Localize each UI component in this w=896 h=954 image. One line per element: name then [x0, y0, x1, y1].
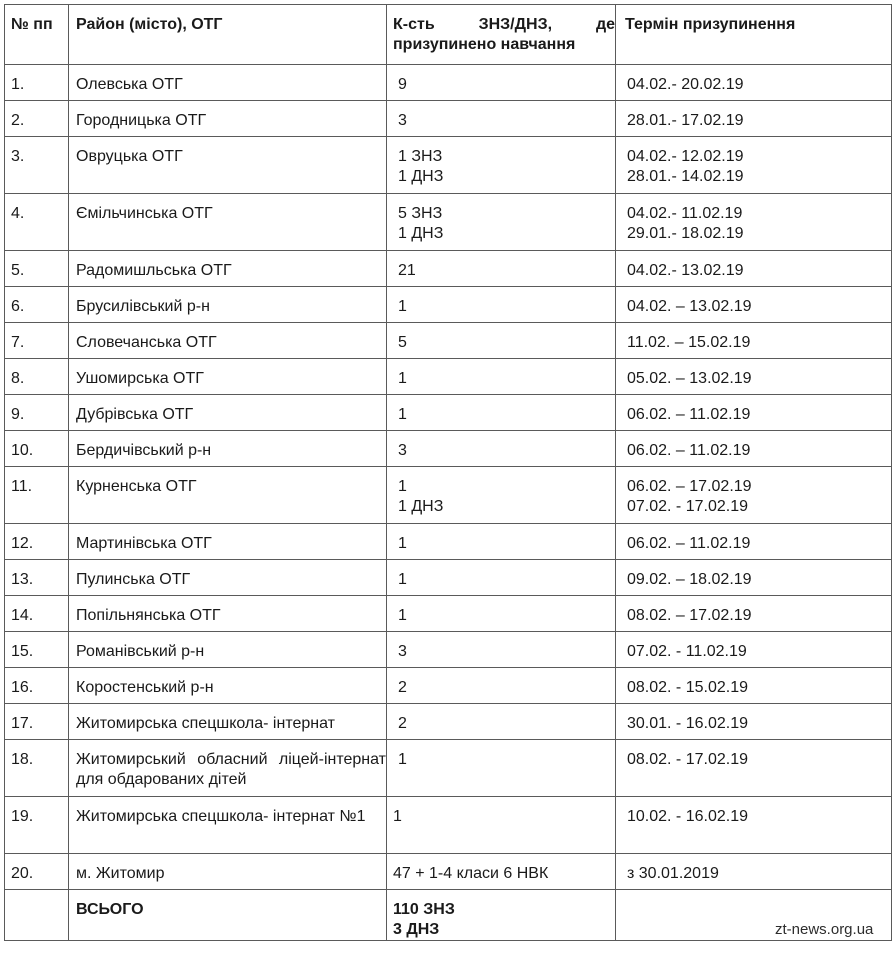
table-row	[5, 797, 892, 854]
table-row	[5, 560, 892, 596]
row-count-line: 5 ЗНЗ	[398, 205, 443, 222]
row-term	[616, 323, 892, 359]
row-term-line: 07.02. - 11.02.19	[627, 643, 747, 660]
row-term-line: 04.02.- 11.02.19	[627, 205, 743, 222]
row-number: 5.	[5, 251, 69, 287]
row-district: Олевська ОТГ	[69, 65, 387, 101]
row-term-line: 06.02. – 11.02.19	[627, 406, 751, 423]
row-term-line: 04.02.- 20.02.19	[627, 76, 744, 93]
row-term-line: 05.02. – 13.02.19	[627, 370, 752, 387]
row-term	[616, 287, 892, 323]
row-count	[387, 287, 616, 323]
row-count	[387, 632, 616, 668]
row-number: 11.	[5, 467, 69, 524]
total-label: ВСЬОГО	[69, 890, 387, 941]
row-term-line: 09.02. – 18.02.19	[627, 571, 752, 588]
row-term	[616, 740, 892, 797]
total-num-cell	[5, 890, 69, 941]
table-row	[5, 194, 892, 251]
row-number: 13.	[5, 560, 69, 596]
row-count	[387, 137, 616, 194]
table-row	[5, 101, 892, 137]
row-number: 7.	[5, 323, 69, 359]
row-count-line: 47 + 1-4 класи 6 НВК	[393, 865, 549, 882]
row-term	[616, 668, 892, 704]
row-count	[387, 395, 616, 431]
row-term	[616, 101, 892, 137]
row-term-line: 08.02. - 17.02.19	[627, 751, 748, 768]
row-number: 9.	[5, 395, 69, 431]
row-count-line: 2	[398, 715, 407, 732]
row-term-line: з 30.01.2019	[627, 865, 719, 882]
row-count	[387, 359, 616, 395]
table-row	[5, 467, 892, 524]
row-number: 2.	[5, 101, 69, 137]
row-term-line: 06.02. – 11.02.19	[627, 535, 751, 552]
table-row	[5, 395, 892, 431]
row-district: Бердичівський р-н	[69, 431, 387, 467]
table-row	[5, 323, 892, 359]
row-district: Пулинська ОТГ	[69, 560, 387, 596]
table-row	[5, 524, 892, 560]
row-term	[616, 359, 892, 395]
total-count-cell	[387, 890, 616, 941]
row-count	[387, 65, 616, 101]
row-number: 18.	[5, 740, 69, 797]
row-term-line: 10.02. - 16.02.19	[627, 808, 748, 825]
row-term-line: 29.01.- 18.02.19	[627, 225, 744, 242]
row-number: 20.	[5, 854, 69, 890]
table-row	[5, 596, 892, 632]
row-district: Житомирська спецшкола- інтернат №1	[69, 797, 387, 854]
row-count	[387, 704, 616, 740]
row-term	[616, 854, 892, 890]
table-row	[5, 431, 892, 467]
row-district: Брусилівський р-н	[69, 287, 387, 323]
row-count	[387, 524, 616, 560]
site-watermark: zt-news.org.ua	[775, 921, 874, 938]
row-term-line: 07.02. - 17.02.19	[627, 498, 748, 515]
row-term	[616, 137, 892, 194]
row-district: Овруцька ОТГ	[69, 137, 387, 194]
row-district: Житомирський обласний ліцей-інтернат для обдарованих дітей	[69, 740, 387, 797]
row-count-line: 1	[398, 607, 407, 624]
header-term: Термін призупинення	[616, 5, 892, 65]
row-number: 17.	[5, 704, 69, 740]
row-district: Коростенський р-н	[69, 668, 387, 704]
row-term-line: 04.02.- 13.02.19	[627, 262, 744, 279]
row-count-line: 3	[398, 112, 407, 129]
row-term-line: 08.02. - 15.02.19	[627, 679, 748, 696]
row-district: Словечанська ОТГ	[69, 323, 387, 359]
row-district: Житомирська спецшкола- інтернат	[69, 704, 387, 740]
row-count-line: 1	[398, 571, 407, 588]
row-district: Радомишльська ОТГ	[69, 251, 387, 287]
row-term	[616, 431, 892, 467]
row-term	[616, 560, 892, 596]
row-term	[616, 395, 892, 431]
row-number: 3.	[5, 137, 69, 194]
row-number: 16.	[5, 668, 69, 704]
table-row	[5, 740, 892, 797]
row-term	[616, 467, 892, 524]
table-row	[5, 65, 892, 101]
header-count: К-сть ЗНЗ/ДНЗ, де призупинено навчання	[387, 5, 616, 65]
row-district: Мартинівська ОТГ	[69, 524, 387, 560]
table-row	[5, 359, 892, 395]
table-row	[5, 668, 892, 704]
table-row	[5, 704, 892, 740]
row-count-line: 21	[398, 262, 416, 279]
row-count	[387, 854, 616, 890]
row-number: 15.	[5, 632, 69, 668]
row-number: 14.	[5, 596, 69, 632]
row-count-line: 9	[398, 76, 407, 93]
row-count-line: 5	[398, 334, 407, 351]
total-count-line: 110 ЗНЗ	[393, 901, 455, 918]
row-count-line: 2	[398, 679, 407, 696]
table-row	[5, 632, 892, 668]
row-count	[387, 668, 616, 704]
row-term	[616, 632, 892, 668]
row-term-line: 04.02.- 12.02.19	[627, 148, 744, 165]
row-term	[616, 194, 892, 251]
row-count-line: 1 ДНЗ	[398, 168, 444, 185]
row-number: 12.	[5, 524, 69, 560]
row-count	[387, 797, 616, 854]
row-term	[616, 251, 892, 287]
row-term	[616, 704, 892, 740]
row-count-line: 1	[398, 370, 407, 387]
row-term	[616, 524, 892, 560]
row-term-line: 06.02. – 17.02.19	[627, 478, 752, 495]
table-row	[5, 287, 892, 323]
row-district: м. Житомир	[69, 854, 387, 890]
row-number: 10.	[5, 431, 69, 467]
row-count	[387, 560, 616, 596]
row-term	[616, 65, 892, 101]
row-term-line: 04.02. – 13.02.19	[627, 298, 752, 315]
row-district: Ємільчинська ОТГ	[69, 194, 387, 251]
row-count	[387, 467, 616, 524]
closures-table	[4, 4, 892, 941]
row-term-line: 28.01.- 17.02.19	[627, 112, 744, 129]
row-count-line: 1	[398, 478, 407, 495]
row-count	[387, 596, 616, 632]
header-district: Район (місто), ОТГ	[69, 5, 387, 65]
row-count-line: 3	[398, 442, 407, 459]
row-count	[387, 740, 616, 797]
row-count	[387, 323, 616, 359]
row-district: Ушомирська ОТГ	[69, 359, 387, 395]
row-count-line: 1	[398, 406, 407, 423]
row-term	[616, 797, 892, 854]
row-number: 19.	[5, 797, 69, 854]
row-term-line: 30.01. - 16.02.19	[627, 715, 748, 732]
row-district: Попільнянська ОТГ	[69, 596, 387, 632]
row-term-line: 06.02. – 11.02.19	[627, 442, 751, 459]
row-count	[387, 251, 616, 287]
row-number: 4.	[5, 194, 69, 251]
row-count	[387, 431, 616, 467]
total-count-line: 3 ДНЗ	[393, 921, 440, 938]
row-number: 8.	[5, 359, 69, 395]
row-count	[387, 101, 616, 137]
row-term-line: 28.01.- 14.02.19	[627, 168, 744, 185]
row-district: Курненська ОТГ	[69, 467, 387, 524]
row-count-line: 1 ДНЗ	[398, 225, 444, 242]
row-number: 6.	[5, 287, 69, 323]
row-count	[387, 194, 616, 251]
row-term	[616, 596, 892, 632]
header-num: № пп	[5, 5, 69, 65]
row-district: Городницька ОТГ	[69, 101, 387, 137]
row-count-line: 1 ЗНЗ	[398, 148, 443, 165]
table-row	[5, 251, 892, 287]
row-term-line: 08.02. – 17.02.19	[627, 607, 752, 624]
row-count-line: 1	[398, 751, 407, 768]
row-count-line: 1 ДНЗ	[398, 498, 444, 515]
row-count-line: 1	[393, 808, 402, 825]
row-count-line: 1	[398, 298, 407, 315]
table-row	[5, 137, 892, 194]
row-count-line: 3	[398, 643, 407, 660]
row-count-line: 1	[398, 535, 407, 552]
total-row	[5, 890, 892, 941]
row-number: 1.	[5, 65, 69, 101]
row-term-line: 11.02. – 15.02.19	[627, 334, 751, 351]
row-district: Романівський р-н	[69, 632, 387, 668]
row-district: Дубрівська ОТГ	[69, 395, 387, 431]
header-row	[5, 5, 892, 65]
table-row	[5, 854, 892, 890]
